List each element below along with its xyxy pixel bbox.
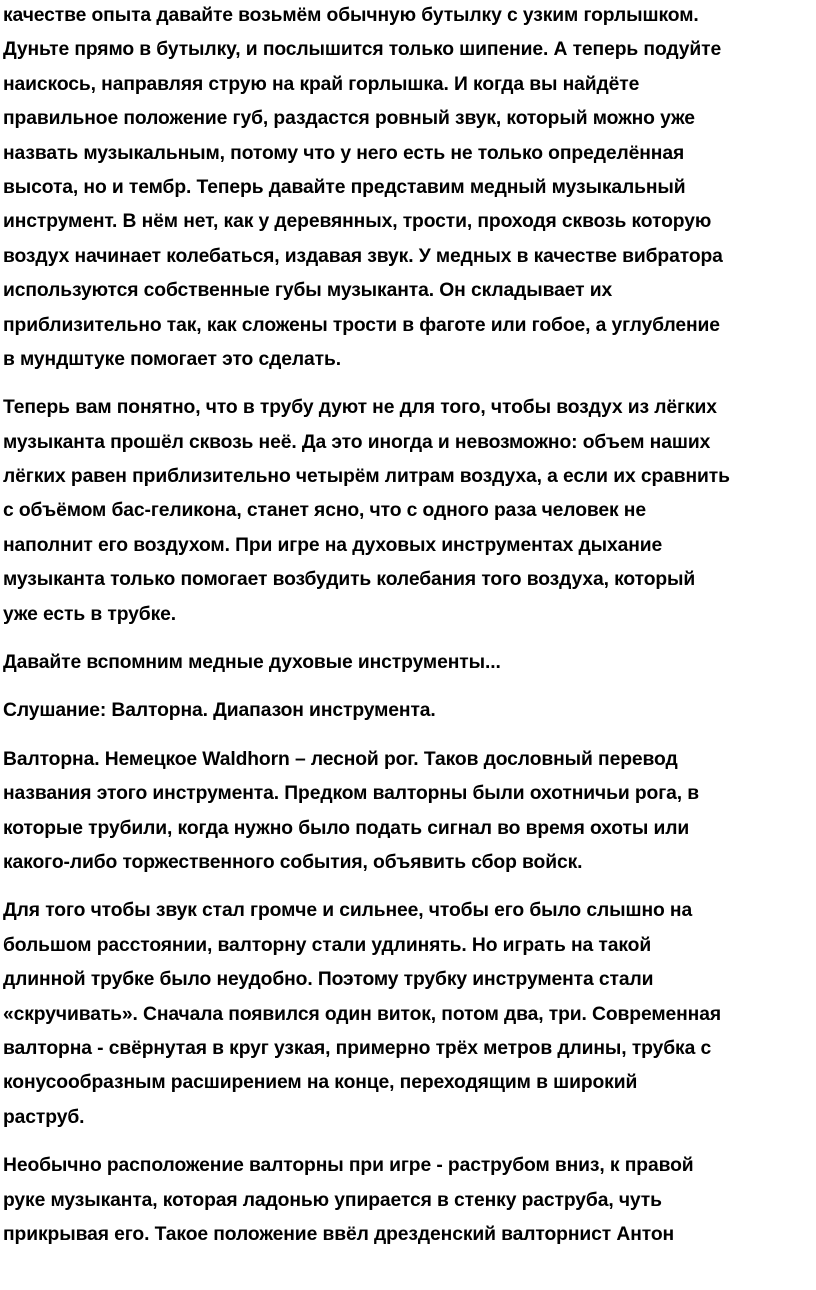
text-line: длинной трубке было неудобно. Поэтому трубку инструмента стали bbox=[3, 969, 654, 991]
text-line: конусообразным расширением на конце, переходящим в широкий bbox=[3, 1072, 638, 1094]
text-line: лёгких равен приблизительно четырём литрам воздуха, а если их сравнить bbox=[3, 466, 730, 488]
text-line: «скручивать». Сначала появился один виток, потом два, три. Современная bbox=[3, 1003, 722, 1025]
text-line: с объёмом бас-геликона, станет ясно, что с одного раза человек не bbox=[3, 500, 646, 522]
text-line: валторна - свёрнутая в круг узкая, примерно трёх метров длины, трубка с bbox=[3, 1037, 712, 1059]
text-line: правильное положение губ, раздастся ровный звук, который можно уже bbox=[3, 108, 695, 130]
paragraph-waldhorn bbox=[3, 743, 816, 881]
text-line: воздух начинает колебаться, издавая звук. У медных в качестве вибратора bbox=[3, 245, 723, 267]
paragraph-breathing bbox=[3, 391, 816, 632]
paragraph-listening bbox=[3, 694, 816, 728]
text-line: раструб. bbox=[3, 1106, 85, 1128]
text-line: уже есть в трубке. bbox=[3, 603, 177, 625]
text-line: назвать музыкальным, потому что у него есть не только определённая bbox=[3, 142, 685, 164]
text-line: используются собственные губы музыканта. Он складывает их bbox=[3, 280, 613, 302]
text-line: приблизительно так, как сложены трости в фаготе или гобое, а углубление bbox=[3, 314, 720, 336]
paragraph-playing-position bbox=[3, 1149, 816, 1252]
text-line: в мундштуке помогает это сделать. bbox=[3, 348, 341, 370]
paragraph-bottle-experiment bbox=[3, 0, 816, 377]
text-line: качестве опыта давайте возьмём обычную бутылку с узким горлышком. bbox=[3, 5, 699, 26]
text-line: Теперь вам понятно, что в трубу дуют не для того, чтобы воздух из лёгких bbox=[3, 397, 717, 419]
text-line: наискось, направляя струю на край горлышка. И когда вы найдёте bbox=[3, 73, 640, 95]
text-line: Необычно расположение валторны при игре - раструбом вниз, к правой bbox=[3, 1155, 694, 1177]
text-line: какого-либо торжественного события, объявить сбор войск. bbox=[3, 851, 583, 873]
text-line: Для того чтобы звук стал громче и сильнее, чтобы его было слышно на bbox=[3, 900, 693, 922]
text-line: названия этого инструмента. Предком валторны были охотничьи рога, в bbox=[3, 783, 700, 805]
text-line: руке музыканта, которая ладонью упирается в стенку раструба, чуть bbox=[3, 1189, 662, 1211]
text-line: Давайте вспомним медные духовые инструменты... bbox=[3, 652, 501, 674]
text-line: которые трубили, когда нужно было подать сигнал во время охоты или bbox=[3, 817, 690, 839]
text-line: прикрывая его. Такое положение ввёл дрезденский валторнист Антон bbox=[3, 1223, 675, 1245]
text-line: Слушание: Валторна. Диапазон инструмента. bbox=[3, 700, 436, 722]
text-line: Дуньте прямо в бутылку, и послышится только шипение. А теперь подуйте bbox=[3, 39, 722, 61]
text-line: высота, но и тембр. Теперь давайте представим медный музыкальный bbox=[3, 176, 686, 198]
paragraph-horn-length bbox=[3, 894, 816, 1135]
text-line: большом расстоянии, валторну стали удлинять. Но играть на такой bbox=[3, 934, 652, 956]
text-line: Валторна. Немецкое Waldhorn – лесной рог. Таков дословный перевод bbox=[3, 748, 678, 770]
text-line: музыканта прошёл сквозь неё. Да это иногда и невозможно: объем наших bbox=[3, 431, 711, 453]
text-line: музыканта только помогает возбудить колебания того воздуха, который bbox=[3, 569, 696, 591]
text-line: наполнит его воздухом. При игре на духовых инструментах дыхание bbox=[3, 534, 663, 556]
text-line: инструмент. В нём нет, как у деревянных, трости, проходя сквозь которую bbox=[3, 211, 712, 233]
paragraph-brass-recall bbox=[3, 646, 816, 680]
